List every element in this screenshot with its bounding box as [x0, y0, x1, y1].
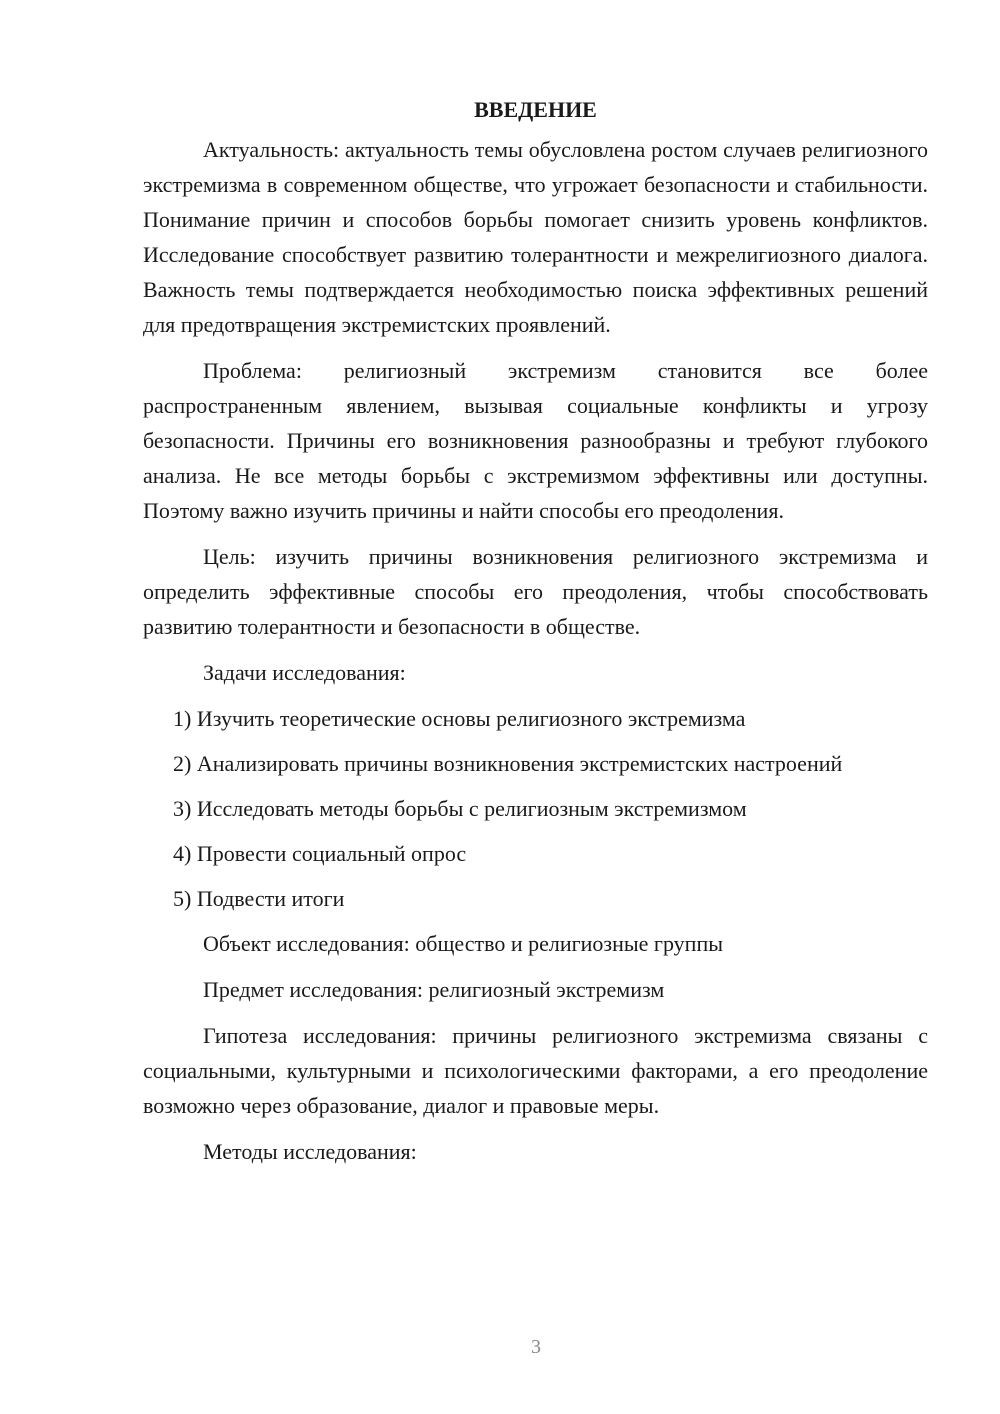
page-number: 3 [531, 1336, 541, 1358]
section-heading: ВВЕДЕНИЕ [474, 97, 597, 122]
problem-paragraph: Проблема: религиозный экстремизм становится все более распространенным явлением, вызывая социальные конфликты и угрозу безопасности. Причины его возникновения разнообразны и требуют глубокого анализа. Не все методы борьбы с экстремизмом эффективны или доступны. Поэтому важно изучить причины и найти способы его преодоления. [143, 358, 928, 523]
tasks-heading: Задачи исследования: [203, 660, 406, 685]
relevance-paragraph: Актуальность: актуальность темы обусловлена ростом случаев религиозного экстремизма в современном обществе, что угрожает безопасности и стабильности. Понимание причин и способов борьбы помогает снизить уровень конфликтов. Исследование способствует развитию толерантности и межрелигиозного диалога. Важность темы подтверждается необходимостью поиска эффективных решений для предотвращения экстремистских проявлений. [143, 137, 928, 337]
subject-paragraph: Предмет исследования: религиозный экстремизм [203, 977, 665, 1002]
task-item-3: 3) Исследовать методы борьбы с религиозным экстремизмом [173, 796, 747, 821]
methods-heading: Методы исследования: [203, 1139, 417, 1164]
task-item-5: 5) Подвести итоги [173, 886, 345, 911]
hypothesis-paragraph: Гипотеза исследования: причины религиозного экстремизма связаны с социальными, культурными и психологическими факторами, а его преодоление возможно через образование, диалог и правовые меры. [143, 1023, 928, 1118]
task-item-1: 1) Изучить теоретические основы религиозного экстремизма [173, 706, 746, 731]
task-item-2: 2) Анализировать причины возникновения экстремистских настроений [173, 751, 843, 776]
task-item-4: 4) Провести социальный опрос [173, 841, 467, 866]
page-content [143, 92, 928, 1180]
goal-paragraph: Цель: изучить причины возникновения религиозного экстремизма и определить эффективные способы его преодоления, чтобы способствовать развитию толерантности и безопасности в обществе. [143, 544, 928, 639]
object-paragraph: Объект исследования: общество и религиозные группы [203, 931, 723, 956]
